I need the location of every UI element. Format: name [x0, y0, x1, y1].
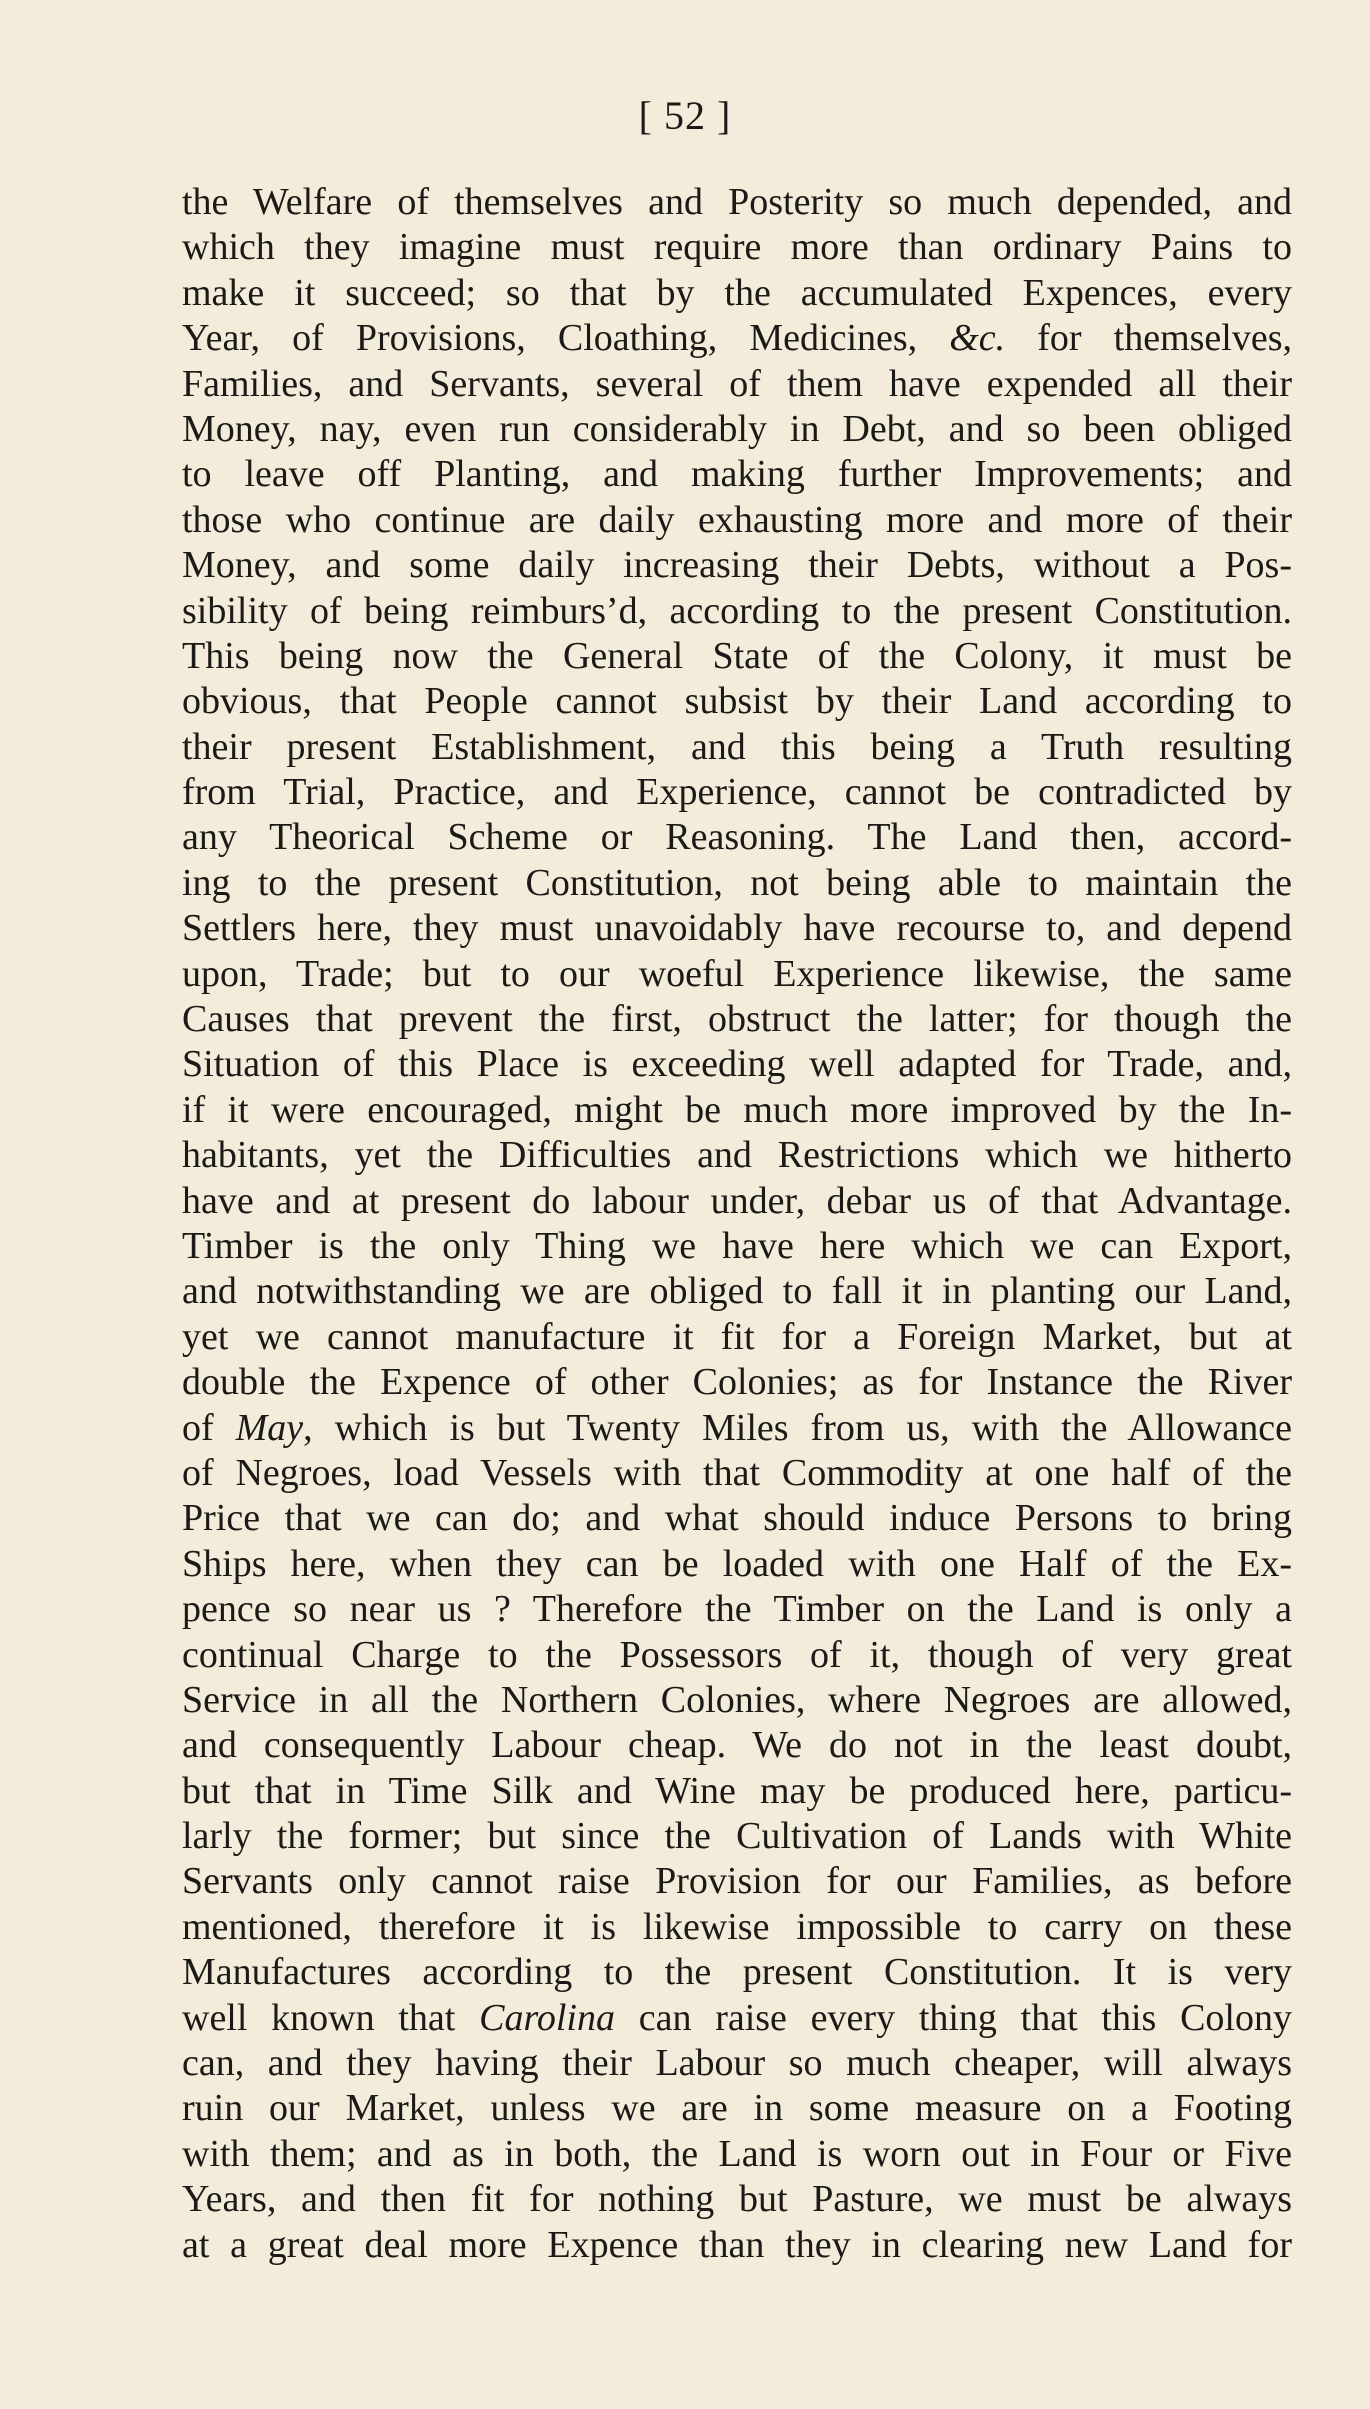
- text-segment: Timber is the only Thing we have here which we can Export,: [182, 1224, 1292, 1267]
- text-line: [182, 1633, 1292, 1678]
- text-segment: Servants only cannot raise Provision for our Families, as before: [182, 1860, 1292, 1903]
- text-segment: with them; and as in both, the Land is worn out in Four or Five: [182, 2132, 1292, 2175]
- text-line: [182, 1859, 1292, 1904]
- text-segment: double the Expence of other Colonies; as for Instance the River: [182, 1361, 1292, 1404]
- text-line: [182, 2041, 1292, 2086]
- text-segment: Years, and then fit for nothing but Pasture, we must be always: [182, 2178, 1292, 2221]
- text-line: [182, 543, 1292, 588]
- text-segment: those who continue are daily exhausting more and more of their: [182, 498, 1292, 541]
- text-segment: Ships here, when they can be loaded with one Half of the Ex-: [182, 1542, 1292, 1585]
- text-line: [182, 1950, 1292, 1995]
- text-segment: sibility of being reimburs’d, according to the present Constitution.: [182, 589, 1292, 632]
- text-segment: Year, of Provisions, Cloathing, Medicines,: [182, 317, 950, 360]
- text-segment: mentioned, therefore it is likewise impossible to carry on these: [182, 1905, 1292, 1948]
- text-segment: Families, and Servants, several of them have expended all their: [182, 362, 1292, 405]
- text-line: [182, 1042, 1292, 1087]
- text-segment: their present Establishment, and this being a Truth resulting: [182, 725, 1292, 768]
- text-line: [182, 815, 1292, 860]
- text-line: [182, 1224, 1292, 1269]
- text-segment: any Theorical Scheme or Reasoning. The Land then, accord-: [182, 816, 1292, 859]
- text-segment: if it were encouraged, might be much more improved by the In-: [182, 1088, 1292, 1131]
- text-segment: Settlers here, they must unavoidably have recourse to, and depend: [182, 907, 1292, 950]
- text-line: [182, 1451, 1292, 1496]
- text-line: [182, 1996, 1292, 2041]
- page-number: [ 52 ]: [638, 93, 732, 138]
- text-segment: Situation of this Place is exceeding well adapted for Trade, and,: [182, 1043, 1292, 1086]
- text-line: [182, 906, 1292, 951]
- text-segment: of Negroes, load Vessels with that Commodity at one half of the: [182, 1451, 1292, 1494]
- text-line: [182, 225, 1292, 270]
- text-line: [182, 770, 1292, 815]
- text-line: [182, 1406, 1292, 1451]
- text-segment: have and at present do labour under, debar us of that Advantage.: [182, 1179, 1292, 1222]
- text-line: [182, 1496, 1292, 1541]
- text-line: [182, 2132, 1292, 2177]
- text-segment: of: [182, 1406, 236, 1449]
- body-text: [182, 180, 1292, 2268]
- text-segment: Price that we can do; and what should induce Persons to bring: [182, 1497, 1292, 1540]
- text-segment: continual Charge to the Possessors of it, though of very great: [182, 1633, 1292, 1676]
- text-segment: for themselves,: [1005, 317, 1293, 360]
- text-segment: Money, nay, even run considerably in Debt, and so been obliged: [182, 407, 1292, 450]
- text-segment: which they imagine must require more than ordinary Pains to: [182, 226, 1292, 269]
- text-line: [182, 1814, 1292, 1859]
- text-line: [182, 952, 1292, 997]
- text-line: [182, 362, 1292, 407]
- text-segment: Causes that prevent the first, obstruct the latter; for though the: [182, 998, 1292, 1041]
- text-line: [182, 1269, 1292, 1314]
- text-line: [182, 861, 1292, 906]
- text-line: [182, 589, 1292, 634]
- text-line: [182, 1723, 1292, 1768]
- text-segment: ruin our Market, unless we are in some measure on a Footing: [182, 2087, 1292, 2130]
- italic-text: May: [235, 1406, 304, 1449]
- text-line: [182, 725, 1292, 770]
- text-segment: well known that: [182, 1996, 480, 2039]
- text-line: [182, 679, 1292, 724]
- text-line: [182, 271, 1292, 316]
- text-segment: Manufactures according to the present Constitution. It is very: [182, 1951, 1292, 1994]
- text-segment: to leave off Planting, and making further Improvements; and: [182, 453, 1292, 496]
- text-segment: ing to the present Constitution, not being able to maintain the: [182, 861, 1292, 904]
- text-line: [182, 407, 1292, 452]
- text-segment: yet we cannot manufacture it fit for a Foreign Market, but at: [182, 1315, 1292, 1358]
- text-segment: but that in Time Silk and Wine may be produced here, particu-: [182, 1769, 1292, 1812]
- text-segment: make it succeed; so that by the accumulated Expences, every: [182, 271, 1292, 314]
- text-line: [182, 1769, 1292, 1814]
- text-line: [182, 452, 1292, 497]
- text-line: [182, 1587, 1292, 1632]
- text-line: [182, 180, 1292, 225]
- text-line: [182, 634, 1292, 679]
- text-segment: and consequently Labour cheap. We do not in the least doubt,: [182, 1724, 1292, 1767]
- text-segment: Money, and some daily increasing their Debts, without a Pos-: [182, 544, 1292, 587]
- text-line: [182, 1179, 1292, 1224]
- text-segment: habitants, yet the Difficulties and Restrictions which we hitherto: [182, 1134, 1292, 1177]
- text-line: [182, 2086, 1292, 2131]
- italic-text: &c.: [949, 317, 1006, 360]
- text-line: [182, 1315, 1292, 1360]
- text-segment: at a great deal more Expence than they in clearing new Land for: [182, 2223, 1292, 2266]
- text-line: [182, 1678, 1292, 1723]
- text-segment: from Trial, Practice, and Experience, cannot be contradicted by: [182, 771, 1292, 814]
- text-segment: can raise every thing that this Colony: [614, 1996, 1292, 2039]
- text-line: [182, 997, 1292, 1042]
- text-segment: the Welfare of themselves and Posterity so much depended, and: [182, 181, 1292, 223]
- text-line: [182, 1542, 1292, 1587]
- text-segment: larly the former; but since the Cultivation of Lands with White: [182, 1815, 1292, 1858]
- text-line: [182, 1088, 1292, 1133]
- text-segment: obvious, that People cannot subsist by their Land according to: [182, 680, 1292, 723]
- text-line: [182, 1133, 1292, 1178]
- text-segment: , which is but Twenty Miles from us, with the Allowance: [303, 1406, 1293, 1449]
- text-segment: and notwithstanding we are obliged to fall it in planting our Land,: [182, 1270, 1292, 1313]
- text-line: [182, 316, 1292, 361]
- text-line: [182, 2223, 1292, 2268]
- text-segment: upon, Trade; but to our woeful Experience likewise, the same: [182, 952, 1292, 995]
- text-segment: This being now the General State of the Colony, it must be: [182, 634, 1292, 677]
- text-line: [182, 1360, 1292, 1405]
- text-line: [182, 2177, 1292, 2222]
- text-line: [182, 498, 1292, 543]
- italic-text: Carolina: [479, 1996, 615, 2039]
- text-line: [182, 1905, 1292, 1950]
- text-segment: Service in all the Northern Colonies, where Negroes are allowed,: [182, 1678, 1292, 1721]
- text-segment: can, and they having their Labour so much cheaper, will always: [182, 2042, 1292, 2085]
- text-segment: pence so near us ? Therefore the Timber on the Land is only a: [182, 1588, 1292, 1631]
